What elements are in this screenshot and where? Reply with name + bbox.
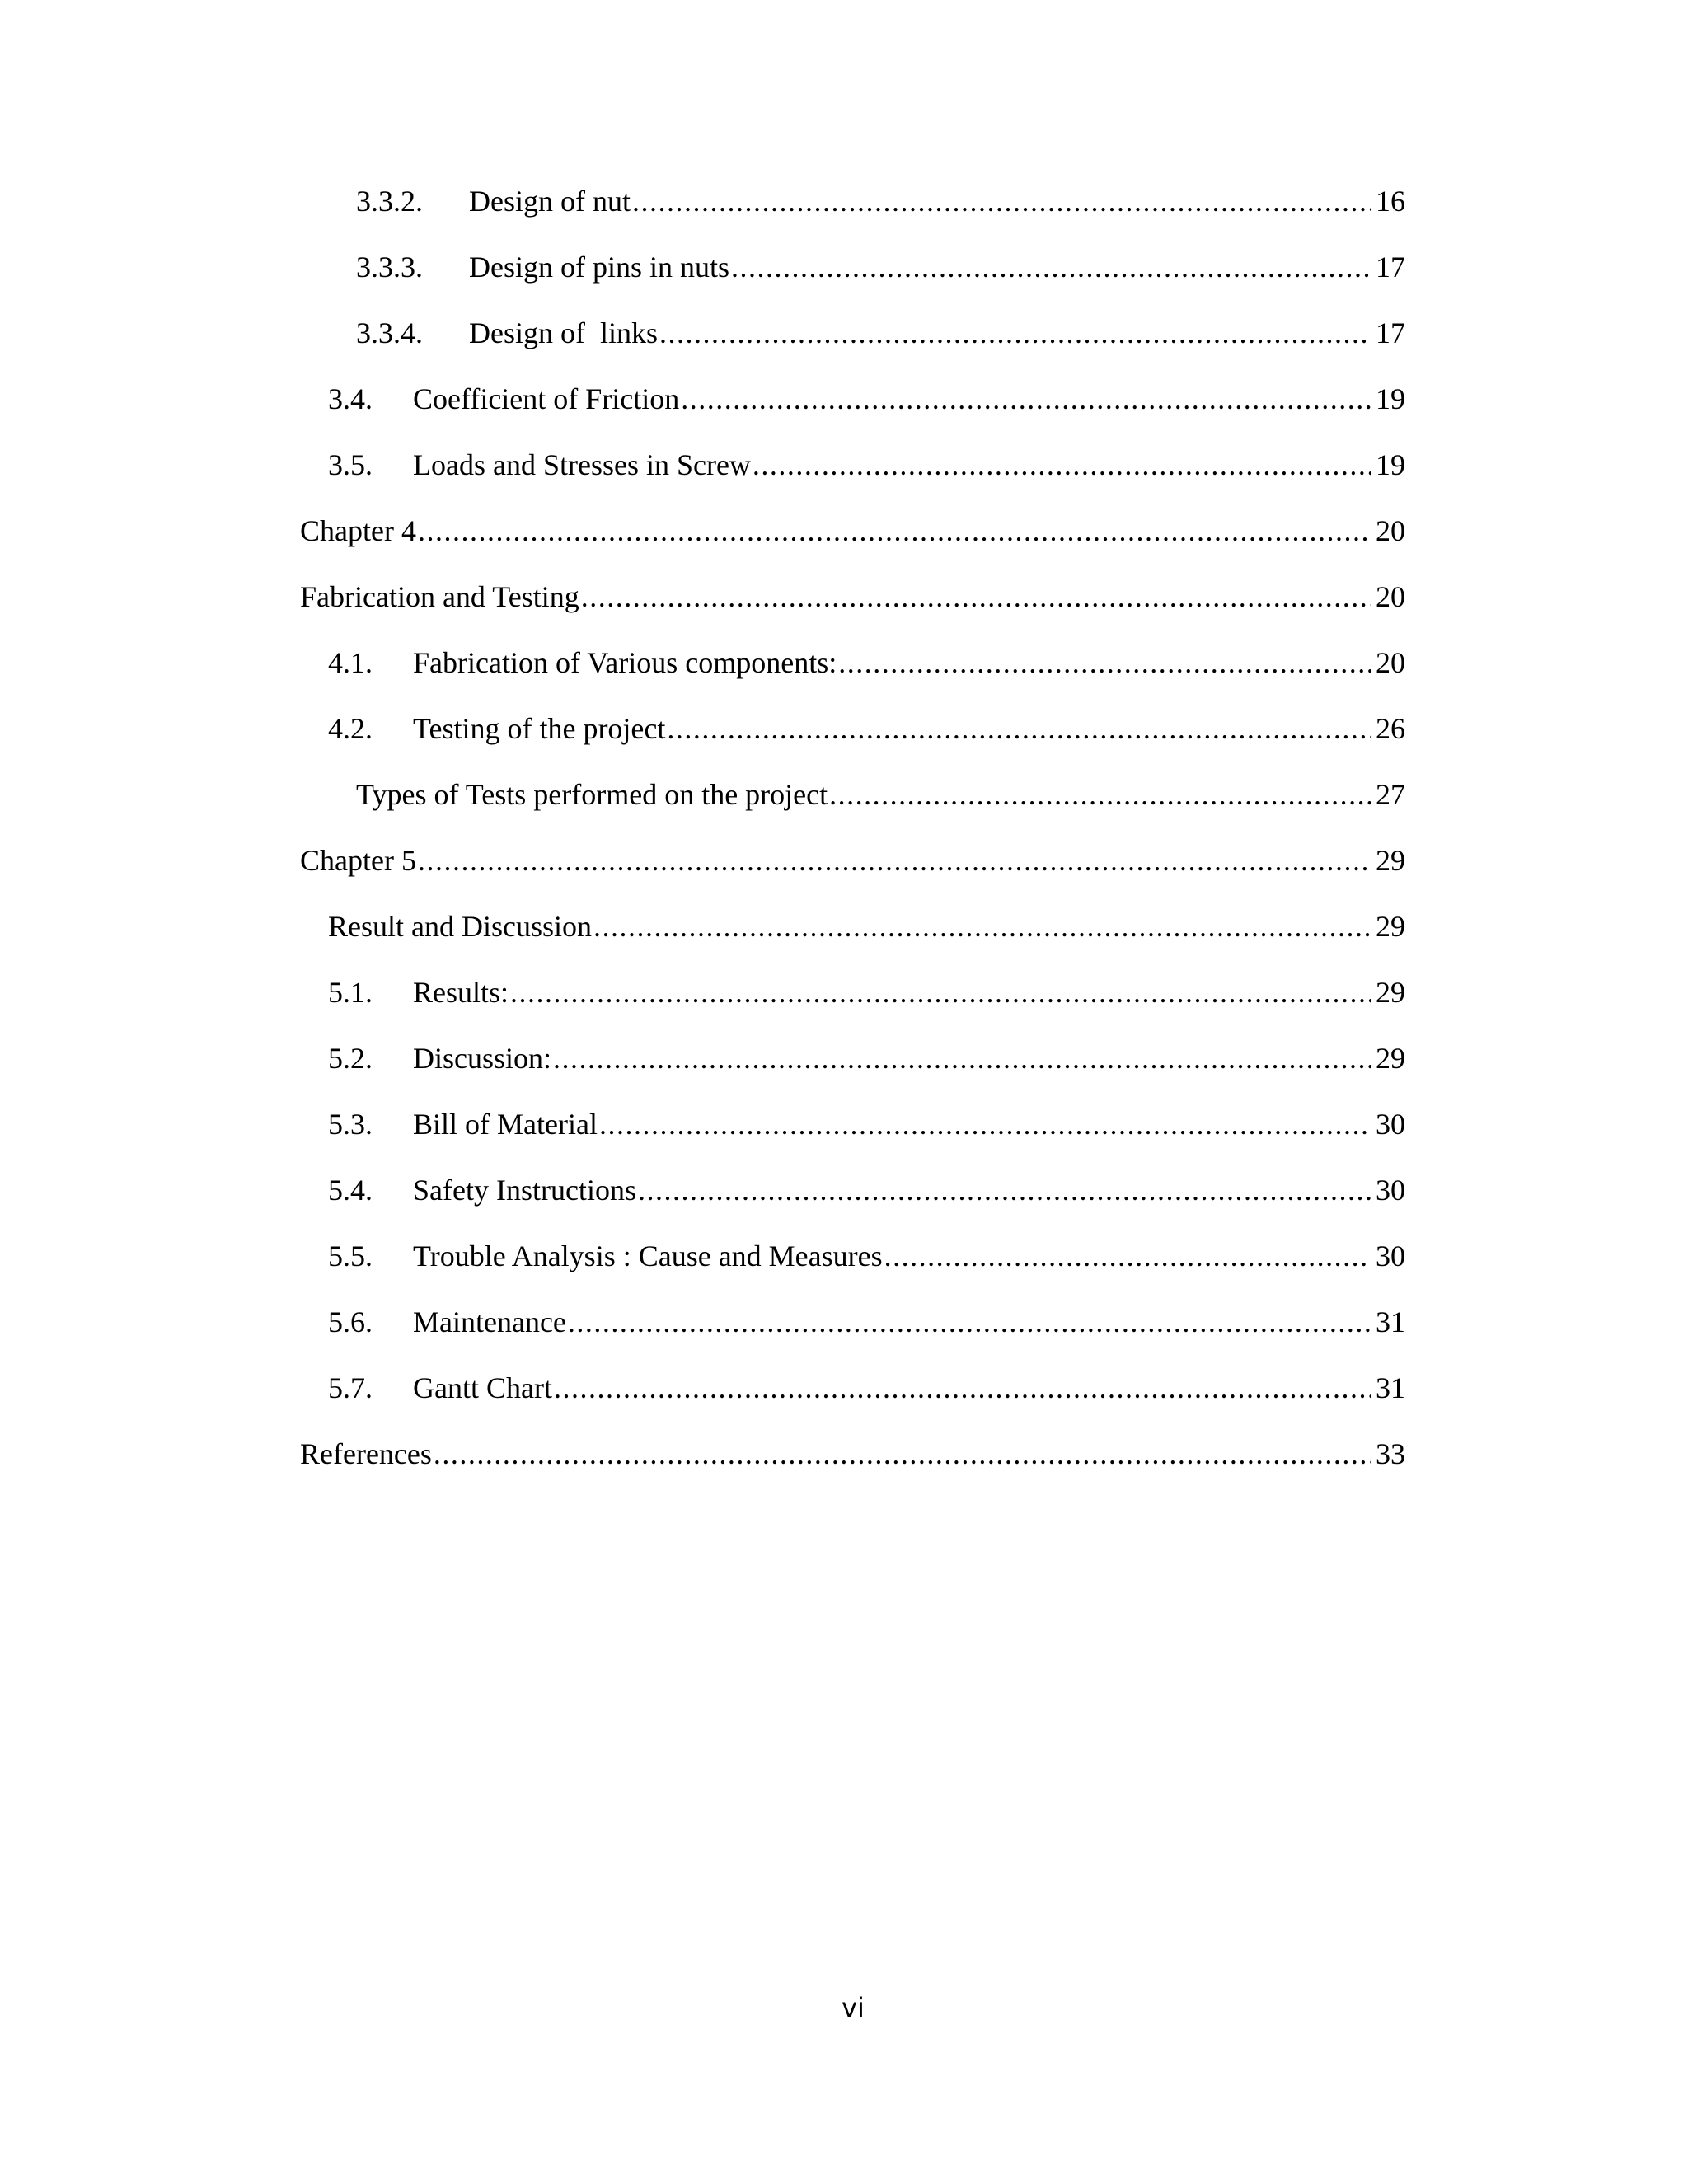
toc-entry-title: Coefficient of Friction: [413, 382, 680, 415]
toc-entry[interactable]: [328, 972, 1405, 1013]
toc-entry-page: 29: [1376, 976, 1405, 1009]
toc-entry[interactable]: [356, 180, 1405, 222]
toc-entry-number: 3.4.: [328, 382, 373, 415]
toc-leader-dots: [731, 246, 1371, 288]
toc-entry-title: Result and Discussion: [328, 910, 592, 943]
toc-entry-title: References: [300, 1437, 432, 1470]
toc-entry-number: 5.4.: [328, 1174, 373, 1207]
toc-entry[interactable]: [328, 1301, 1405, 1343]
toc-entry-title: Chapter 4: [300, 514, 416, 547]
toc-entry-page: 27: [1376, 778, 1405, 811]
toc-entry[interactable]: [328, 1038, 1405, 1079]
toc-leader-dots: [753, 444, 1371, 485]
toc-entry-page: 33: [1376, 1437, 1405, 1470]
toc-entry-title: Types of Tests performed on the project: [356, 778, 828, 811]
toc-entry-title: Design of pins in nuts: [469, 251, 730, 284]
toc-entry[interactable]: [328, 1367, 1405, 1408]
toc-leader-dots: [554, 1367, 1371, 1408]
toc-entry-page: 20: [1376, 646, 1405, 679]
toc-entry-page: 19: [1376, 382, 1405, 415]
toc-leader-dots: [510, 972, 1371, 1013]
toc-entry-page: 30: [1376, 1240, 1405, 1272]
toc-entry-chapter[interactable]: [300, 510, 1405, 551]
toc-entry-title: Testing of the project: [413, 712, 666, 745]
toc-entry-number: 5.2.: [328, 1042, 373, 1075]
toc-entry-number: 3.3.3.: [356, 251, 423, 284]
toc-entry-title: Safety Instructions: [413, 1174, 636, 1207]
toc-entry-title: Fabrication and Testing: [300, 580, 579, 613]
toc-leader-dots: [418, 840, 1371, 881]
toc-leader-dots: [568, 1301, 1371, 1343]
toc-entry-page: 20: [1376, 580, 1405, 613]
toc-entry-title: Bill of Material: [413, 1108, 598, 1141]
toc-leader-dots: [838, 642, 1371, 683]
toc-leader-dots: [434, 1433, 1371, 1474]
toc-entry-title: Results:: [413, 976, 509, 1009]
toc-entry-page: 26: [1376, 712, 1405, 745]
toc-entry-chapter[interactable]: [300, 1433, 1405, 1474]
toc-entry-number: 4.2.: [328, 712, 373, 745]
toc-entry-number: 5.6.: [328, 1305, 373, 1338]
toc-entry-number: 3.3.2.: [356, 185, 423, 218]
toc-entry-page: 17: [1376, 251, 1405, 284]
toc-entry-title: Design of links: [469, 316, 658, 349]
toc-entry-title: Gantt Chart: [413, 1371, 552, 1404]
toc-leader-dots: [599, 1104, 1371, 1145]
toc-entry[interactable]: [356, 246, 1405, 288]
toc-entry-chapter[interactable]: [300, 840, 1405, 881]
toc-entry-number: 3.3.4.: [356, 316, 423, 349]
toc-entry-number: 3.5.: [328, 448, 373, 481]
toc-entry[interactable]: [328, 708, 1405, 749]
toc-entry-number: 5.3.: [328, 1108, 373, 1141]
toc-entry[interactable]: [328, 1235, 1405, 1277]
toc-entry-page: 30: [1376, 1108, 1405, 1141]
toc-entry-number: 5.1.: [328, 976, 373, 1009]
toc-entry[interactable]: [328, 378, 1405, 419]
toc-entry-page: 16: [1376, 185, 1405, 218]
toc-entry-page: 19: [1376, 448, 1405, 481]
toc-leader-dots: [681, 378, 1371, 419]
toc-leader-dots: [659, 312, 1371, 354]
toc-entry-title: Trouble Analysis : Cause and Measures: [413, 1240, 883, 1272]
toc-entry-chapter-title[interactable]: [328, 906, 1405, 947]
toc-entry-page: 20: [1376, 514, 1405, 547]
toc-entry-title: Loads and Stresses in Screw: [413, 448, 751, 481]
toc-entry-chapter-title[interactable]: [300, 576, 1405, 617]
page-number: vi: [842, 1992, 865, 2023]
toc-entry-page: 30: [1376, 1174, 1405, 1207]
toc-entry-title: Fabrication of Various components:: [413, 646, 837, 679]
toc-entry-page: 31: [1376, 1305, 1405, 1338]
toc-leader-dots: [632, 180, 1371, 222]
toc-entry-number: 5.7.: [328, 1371, 373, 1404]
toc-entry-title: Chapter 5: [300, 844, 416, 877]
toc-entry[interactable]: [356, 774, 1405, 815]
toc-entry-page: 29: [1376, 910, 1405, 943]
toc-entry-page: 29: [1376, 1042, 1405, 1075]
toc-entry-page: 31: [1376, 1371, 1405, 1404]
toc-entry[interactable]: [328, 642, 1405, 683]
toc-entry-page: 29: [1376, 844, 1405, 877]
toc-entry-title: Maintenance: [413, 1305, 566, 1338]
toc-entry[interactable]: [328, 444, 1405, 485]
toc-entry-title: Discussion:: [413, 1042, 552, 1075]
toc-entry[interactable]: [356, 312, 1405, 354]
toc-leader-dots: [581, 576, 1371, 617]
toc-entry-number: 4.1.: [328, 646, 373, 679]
toc-leader-dots: [667, 708, 1371, 749]
toc-entry[interactable]: [328, 1169, 1405, 1211]
toc-leader-dots: [884, 1235, 1371, 1277]
toc-leader-dots: [829, 774, 1371, 815]
toc-leader-dots: [593, 906, 1371, 947]
toc-entry-number: 5.5.: [328, 1240, 373, 1272]
toc-leader-dots: [553, 1038, 1371, 1079]
toc-entry[interactable]: [328, 1104, 1405, 1145]
toc-leader-dots: [418, 510, 1371, 551]
toc-entry-page: 17: [1376, 316, 1405, 349]
toc-leader-dots: [638, 1169, 1371, 1211]
toc-entry-title: Design of nut: [469, 185, 631, 218]
